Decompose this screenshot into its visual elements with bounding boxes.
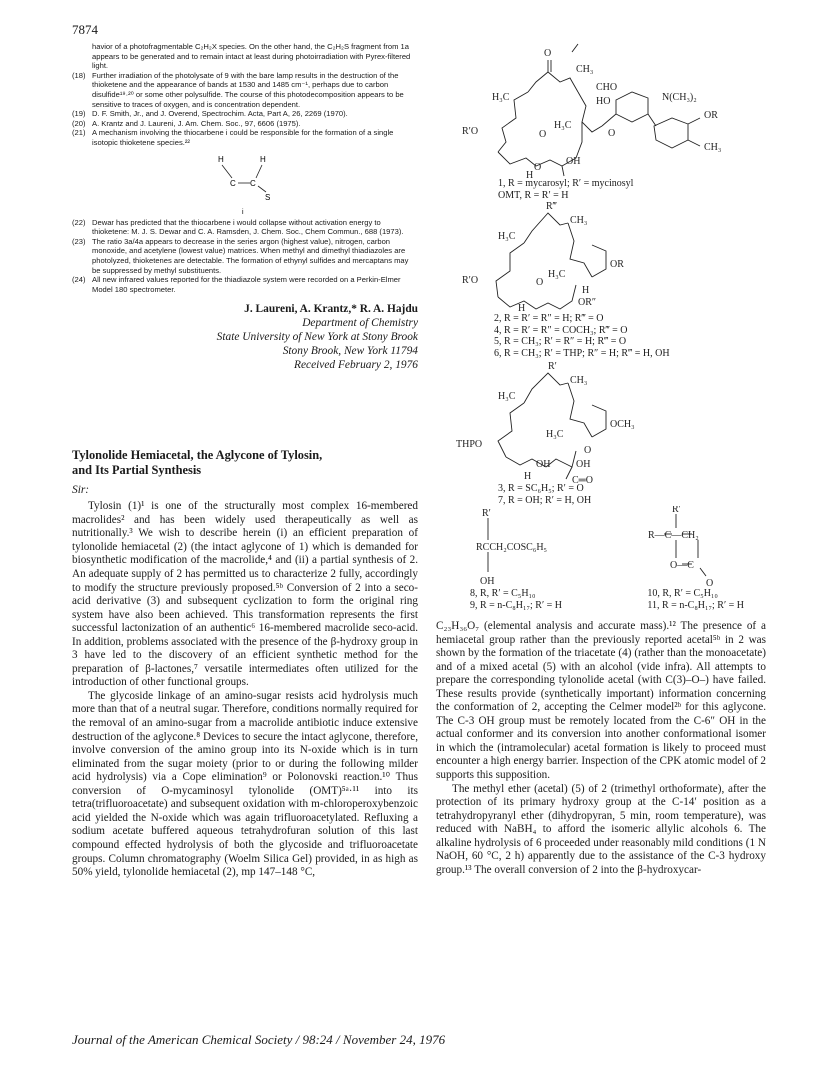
svg-text:R′O: R′O <box>462 275 479 286</box>
svg-text:H₃C: H₃C <box>498 391 516 402</box>
captions-2: 2, R = R′ = R″ = H; R‴ = O 4, R = R′ = R″ = COCH₃; R‴ = O 5, R = CH₃; R′ = R″ = H; R‴ = O 6, R = CH₃; R′ = THP; R″ = H; R‴ = H, OH <box>494 313 670 359</box>
journal-footer: Journal of the American Chemical Society / 98:24 / November 24, 1976 <box>72 1032 446 1047</box>
thiocarbene-structure <box>72 148 418 218</box>
svg-text:R′: R′ <box>482 508 491 519</box>
author-names: J. Laureni, A. Krantz,* R. A. Hajdu <box>244 303 418 316</box>
svg-text:O: O <box>544 48 552 59</box>
svg-text:C═O: C═O <box>572 475 593 483</box>
svg-text:CH₃: CH₃ <box>570 375 588 386</box>
structures-thioester-lactone <box>436 506 766 588</box>
footnotes-top <box>72 42 418 148</box>
structure-seco-acid <box>436 359 766 483</box>
paragraph: The methyl ether (acetal) (5) of 2 (trimethyl orthoformate), after the protection of its primary hydroxy group at the C-14′ position as a tetrahydropyranyl ether (dihydropyran, 5 min, room temperature), was reduced with NaBH₄ to afford the isomeric allylic alcohols 6. The alkaline hydrolysis of 6 proceeded under reasonably mild conditions (1 N NaOH, 60 °C, 2 h) apparently due to the assistance of the C-3 hydroxy group.¹³ The overall conversion of 2 into the β-hydroxycar- <box>436 782 766 876</box>
article-body-right <box>436 620 766 877</box>
caption-1: 1, R = mycarosyl; R′ = mycinosyl OMT, R = R′ = H <box>498 178 634 201</box>
article-body-left <box>72 500 418 879</box>
bond <box>256 165 262 178</box>
svg-text:H₃C: H₃C <box>548 269 566 280</box>
author-block <box>72 302 418 372</box>
footnote: (22) Dewar has predicted that the thiocarbene i would collapse without activation energy to thioketene: M. J. S. Dewar and C. A. Ramsden, J. Chem. Soc., Chem Commun., 688 (1973). <box>72 217 404 237</box>
structure-tylosin <box>436 42 766 178</box>
footnote: (18) Further irradiation of the photolysate of 9 with the bare lamp results in the destruction of the thioketene and the appearance of bands at 1530 and 1485 cm⁻¹, perhaps due to carbon disulfide¹⁹·²⁰ or some other polysulfide. The course of this photodecomposition appears to be sensitive to traces of oxygen, and is concentration dependent. <box>72 70 404 109</box>
svg-text:N(CH₃)₂: N(CH₃)₂ <box>662 92 697 103</box>
university: State University of New York at Stony Brook <box>216 331 418 344</box>
svg-text:O—C: O—C <box>670 560 694 571</box>
svg-text:CH₃: CH₃ <box>576 64 594 75</box>
bond <box>222 165 232 178</box>
bond <box>258 186 266 192</box>
svg-text:H: H <box>526 170 534 178</box>
footnote: havior of a photofragmentable C₂H₂X species. On the other hand, the C₂H₂S fragment from 1a appears to be generated and to remain intact at least during photoirradiation with Pyrex-filtered light. <box>92 42 411 71</box>
svg-text:O: O <box>706 578 714 588</box>
svg-text:HO: HO <box>596 96 611 107</box>
svg-text:RCCH₂COSC₆H₅: RCCH₂COSC₆H₅ <box>476 542 548 553</box>
svg-text:R′: R′ <box>548 361 557 372</box>
svg-text:CHO: CHO <box>596 82 618 93</box>
svg-text:CH₃: CH₃ <box>570 215 588 226</box>
svg-text:H₃C: H₃C <box>492 92 510 103</box>
left-column <box>72 42 418 880</box>
svg-text:OCH₃: OCH₃ <box>610 419 635 430</box>
thioester-lactone-drawing <box>436 506 766 588</box>
tylonolide-drawing <box>436 201 766 313</box>
svg-text:O: O <box>534 162 542 173</box>
svg-text:OR: OR <box>610 259 624 270</box>
captions-8-9: 8, R, R′ = C₅H₁₀ 9, R = n-C₈H₁₇; R′ = H <box>470 588 562 611</box>
svg-text:H: H <box>518 303 526 313</box>
atom-label: H <box>218 154 224 164</box>
svg-text:H₃C: H₃C <box>498 231 516 242</box>
city: Stony Brook, New York 11794 <box>282 345 418 358</box>
footnote: (19) D. F. Smith, Jr., and J. Overend, Spectrochim. Acta, Part A, 26, 2269 (1970). <box>72 109 348 119</box>
footnote: (20) A. Krantz and J. Laureni, J. Am. Chem. Soc., 97, 6606 (1975). <box>72 118 301 128</box>
paragraph: C₂₃H₃₆O₇ (elemental analysis and accurate mass).¹² The presence of a hemiacetal group rather than the previously reported acetal⁵ᵇ in 2 was shown by the formation of the triacetate (4) (rather than the monoacetate) and of a mixed acetal (5) with an alcohol (vide infra). All attempts to prepare the corresponding tylonolide acetal (with C(3)–O–) have failed. These results provide (synthetically important) information concerning the conformation of 2, accepting the Celmer model²ᵇ for this aglycone. The C-3 OH group must be remotely located from the C-6″ OH in the actual conformer and its conversion into another conformational isomer in which the (intramolecular) acetal formation is likely to proceed must encounter a high energy barrier. Inspection of the CPK atomic model of 2 supports this supposition. <box>436 620 766 782</box>
paragraph: The glycoside linkage of an amino-sugar resists acid hydrolysis much more than that of a neutral sugar. Therefore, conditions normally required for the removal of an amino-sugar from a macrolide antibiotic induce extensive destruction of the aglycone.⁸ Devices to secure the intact aglycone, therefore, involve conversion of the amino group into its N-oxide which is in turn eliminated from the sugar moiety (prior to or during the following milder acid hydrolysis) via a Cope elimination⁹ or Polonovski reaction.¹⁰ Thus conversion of O-mycaminosyl tylonolide (OMT)⁵ᵃ·¹¹ into its tetra(trifluoroacetate) and subsequent oxidation with m-chloroperoxybenzoic acid yielded the N-oxide which was again trifluoroacetylated. Refluxing a sodium acetate buffered aqueous tetrahydrofuran solution of this last compound effected hydrolysis of both the glycoside and trifluoroacetate groups. Column chromatography (Woelm Silica Gel) provided, in as high as 50% yield, tylonolide hemiacetal (2), mp 147–148 °C, <box>72 689 418 879</box>
captions-8-10 <box>436 588 766 611</box>
footnotes-bottom <box>72 218 418 295</box>
svg-text:OH: OH <box>566 156 581 167</box>
footnote: (23) The ratio 3a/4a appears to decrease in the series argon (highest value), nitrogen, carbon monoxide, and acetylene (lowest value) matrices. When methyl and dimethyl thiadiazoles are photolyzed, thioketenes are detectable. The formation of ethynyl sulfides and mercaptans may be suppressed by methyl substituents. <box>72 236 409 275</box>
svg-text:O: O <box>584 445 592 456</box>
structure-tylonolide <box>436 201 766 313</box>
svg-text:H: H <box>524 471 532 482</box>
right-column <box>436 42 766 611</box>
compound-label-i: i <box>242 208 244 216</box>
atom-label: C <box>250 178 256 188</box>
svg-text:H: H <box>582 285 590 296</box>
svg-text:O: O <box>539 129 547 140</box>
tylosin-drawing <box>436 42 766 178</box>
svg-text:H₃C: H₃C <box>554 120 572 131</box>
svg-text:H₃C: H₃C <box>546 429 564 440</box>
footnote: (24) All new infrared values reported for the thiadiazole system were recorded on a Perkin-Elmer Model 180 spectrometer. <box>72 275 401 294</box>
svg-text:R′: R′ <box>672 506 681 515</box>
footnote: (21) A mechanism involving the thiocarbene i could be responsible for the formation of a single isotopic thioketene species.²² <box>72 128 394 147</box>
atom-label: S <box>265 192 271 202</box>
svg-text:R—C—CH₂: R—C—CH₂ <box>648 530 699 541</box>
atom-label: H <box>260 154 266 164</box>
svg-text:O: O <box>536 277 544 288</box>
salutation: Sir: <box>72 484 90 497</box>
article-title: Tylonolide Hemiacetal, the Aglycone of Tylosin, and Its Partial Synthesis <box>72 448 323 478</box>
atom-label: C <box>230 178 236 188</box>
svg-text:OH: OH <box>576 459 591 470</box>
svg-text:OH: OH <box>480 576 495 587</box>
thiocarbene-drawing <box>72 148 418 218</box>
captions-10-11: 10, R, R′ = C₅H₁₀ 11, R = n-C₈H₁₇; R′ = H <box>647 588 744 611</box>
captions-3: 3, R = SC₆H₅; R′ = O 7, R = OH; R′ = H, OH <box>498 483 592 506</box>
svg-text:OH: OH <box>536 459 551 470</box>
svg-text:CH₃: CH₃ <box>704 142 722 153</box>
received-date: Received February 2, 1976 <box>294 359 418 372</box>
page-number: 7874 <box>72 22 98 37</box>
svg-text:R′O: R′O <box>462 126 479 137</box>
department: Department of Chemistry <box>302 317 418 330</box>
svg-text:O: O <box>608 128 616 139</box>
seco-acid-drawing <box>436 359 766 483</box>
paragraph: Tylosin (1)¹ is one of the structurally most complex 16-membered macrolides² and has been widely used therapeutically as well as nutritionally.³ We wish to describe herein (i) an efficient preparation of tylonolide hemiacetal (2) (the intact aglycone of 1) which is demanded for biosynthetic modification of the macrolide,⁴ and (ii) a partial synthesis of 2. An adequate supply of 2 has permitted us to characterize 2 fully, accordingly to modify the structure previously proposed.⁵ᵇ Conversion of 2 into a seco-acid derivative (3) and subsequent cyclization to form the original ring system have also been achieved. This transformation represents the first successful lactonization of an authentic⁶ 16-membered macrolide seco-acid. In addition, problems associated with the presence of the β-hydroxy group in 3 have led to the discovery of an efficient synthetic method for the preparation of β-lactones,⁷ versatile intermediates often utilized for the introduction of other functional groups. <box>72 500 418 689</box>
svg-text:OR: OR <box>704 110 718 121</box>
svg-text:THPO: THPO <box>456 439 483 450</box>
svg-text:R‴: R‴ <box>546 201 557 212</box>
svg-text:OR″: OR″ <box>578 297 597 308</box>
